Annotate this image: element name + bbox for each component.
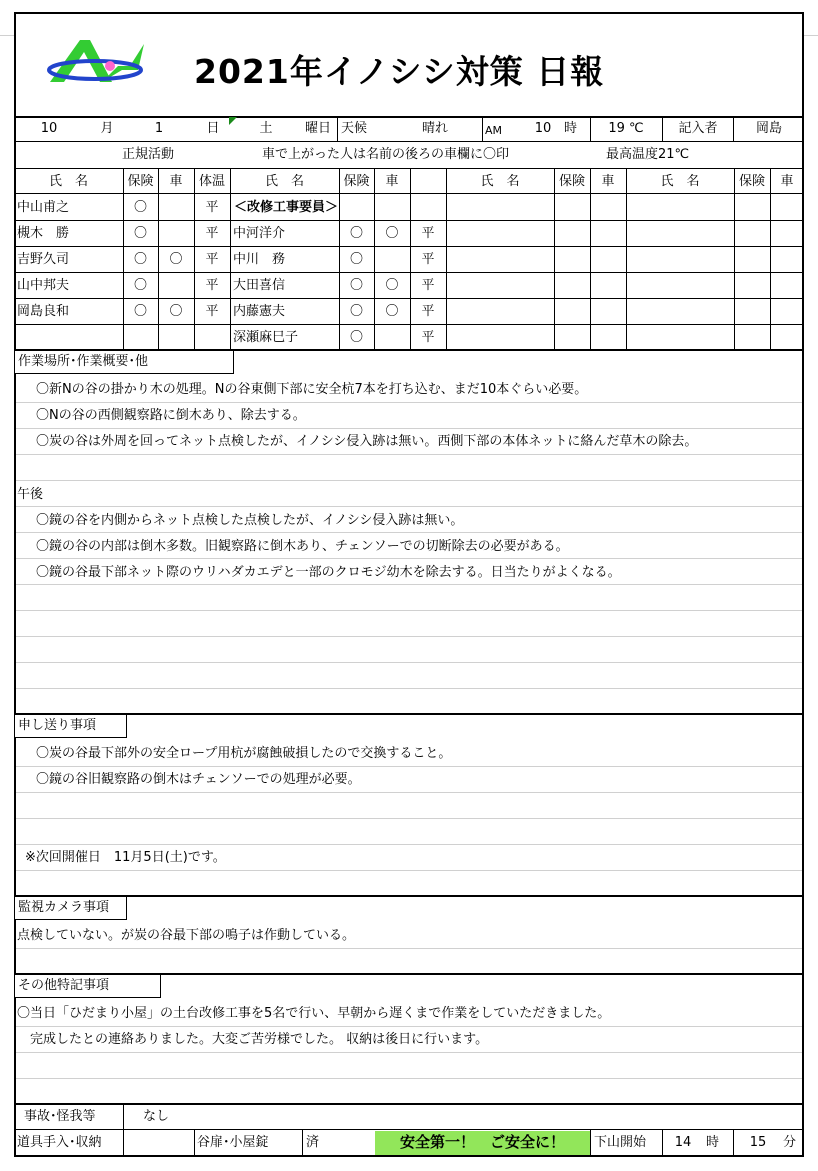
insurance-mark: 〇	[133, 226, 147, 241]
header-car-1: 車	[169, 174, 183, 189]
header-name-3: 氏 名	[480, 174, 520, 189]
descent-minute-unit: 分	[783, 1135, 797, 1150]
participant-name: 吉野久司	[17, 252, 70, 267]
insurance-mark: 〇	[133, 252, 147, 267]
header-insurance-4: 保険	[738, 174, 765, 189]
logo-icon	[40, 36, 150, 96]
header-name-4: 氏 名	[660, 174, 700, 189]
temp-mark: 平	[421, 226, 435, 241]
car-note: 車で上がった人は名前の後ろの車欄に〇印	[262, 147, 510, 162]
insurance-mark: 〇	[133, 278, 147, 293]
month-value: 10	[40, 121, 58, 136]
temp-mark: 平	[421, 330, 435, 345]
handover-item: 〇炭の谷最下部外の安全ロープ用杭が腐蝕破損したので交換すること。	[36, 746, 452, 761]
camera-note: 点検していない。が炭の谷最下部の鳴子は作動している。	[17, 928, 356, 943]
gate-label: 谷扉･小屋錠	[197, 1135, 269, 1150]
work-item: 〇Nの谷の西側観察路に倒木あり、除去する。	[36, 408, 306, 423]
insurance-mark: 〇	[349, 252, 363, 267]
descent-minute: 15	[749, 1135, 767, 1150]
participant-name: 内藤憲夫	[233, 304, 286, 319]
work-section-label: 作業場所･作業概要･他	[15, 351, 234, 374]
gate-value: 済	[306, 1135, 320, 1150]
header-name-2: 氏 名	[264, 174, 304, 189]
work-item: 〇新Nの谷の掛かり木の処理。Nの谷東側下部に安全杭7本を打ち込む、まだ10本ぐらい必要。	[36, 382, 588, 397]
hour-unit: 時	[564, 121, 578, 136]
temp-mark: 平	[421, 304, 435, 319]
participant-name: 大田喜信	[233, 278, 286, 293]
month-unit: 月	[100, 121, 114, 136]
ampm-value: AM	[485, 124, 503, 137]
insurance-mark: 〇	[133, 200, 147, 215]
header-insurance-2: 保険	[343, 174, 370, 189]
temp-mark: 平	[205, 278, 219, 293]
participant-name: 中河洋介	[233, 226, 286, 241]
weather-value: 晴れ	[421, 121, 448, 136]
accident-label: 事故･怪我等	[24, 1109, 96, 1124]
temp-mark: 平	[205, 200, 219, 215]
day-unit: 日	[206, 121, 220, 136]
day-value: 1	[154, 121, 164, 136]
safety-slogan: 安全第一！ ご安全に！	[375, 1131, 590, 1155]
accident-value: なし	[143, 1109, 170, 1124]
insurance-mark: 〇	[133, 304, 147, 319]
temp-mark: 平	[205, 226, 219, 241]
temp-mark: 平	[421, 278, 435, 293]
other-section-label: その他特記事項	[15, 975, 161, 998]
insurance-mark: 〇	[349, 278, 363, 293]
page-title: 2021年イノシシ対策 日報	[194, 52, 605, 91]
car-mark: 〇	[169, 304, 183, 319]
car-mark: 〇	[385, 278, 399, 293]
afternoon-item: 〇鏡の谷の内部は倒木多数。旧観察路に倒木あり、チェンソーでの切断除去の必要がある。	[36, 539, 569, 554]
descent-hour-unit: 時	[706, 1135, 720, 1150]
afternoon-label: 午後	[17, 487, 44, 502]
insurance-mark: 〇	[349, 304, 363, 319]
header-car-2: 車	[385, 174, 399, 189]
work-item: 〇炭の谷は外周を回ってネット点検したが、イノシシ侵入跡は無い。西側下部の本体ネットに絡んだ草木の除去。	[36, 434, 698, 449]
insurance-mark: 〇	[349, 330, 363, 345]
participant-name: 岡島良和	[17, 304, 70, 319]
activity-type: 正規活動	[122, 147, 175, 162]
header-insurance-1: 保険	[127, 174, 154, 189]
participant-name: 中川 務	[233, 252, 286, 267]
weekday-unit: 曜日	[305, 121, 332, 136]
hour-value: 10	[534, 121, 552, 136]
temp-mark: 平	[421, 252, 435, 267]
other-item: 完成したとの連絡ありました。大変ご苦労様でした。 収納は後日に行います。	[17, 1032, 489, 1047]
afternoon-item: 〇鏡の谷を内側からネット点検した点検したが、イノシシ侵入跡は無い。	[36, 513, 464, 528]
handover-section-label: 申し送り事項	[15, 715, 127, 738]
recorder-label: 記入者	[678, 121, 718, 136]
header-car-3: 車	[601, 174, 615, 189]
header-car-4: 車	[780, 174, 794, 189]
participant-name: 山中邦夫	[17, 278, 70, 293]
cell-marker-icon	[229, 117, 237, 125]
temp-mark: 平	[205, 304, 219, 319]
car-mark: 〇	[385, 304, 399, 319]
header-insurance-3: 保険	[558, 174, 585, 189]
car-mark: 〇	[169, 252, 183, 267]
participant-name: 中山甫之	[17, 200, 70, 215]
tools-label: 道具手入･収納	[17, 1135, 102, 1150]
camera-section-label: 監視カメラ事項	[15, 897, 127, 920]
header-temp-1: 体温	[198, 174, 225, 189]
other-item: 〇当日「ひだまり小屋」の土台改修工事を5名で行い、早朝から遅くまで作業をしていただきました。	[17, 1006, 611, 1021]
descent-label: 下山開始	[594, 1135, 647, 1150]
next-meeting-note: ※次回開催日 11月5日(土)です。	[25, 850, 226, 865]
recorder-value: 岡島	[755, 121, 782, 136]
car-mark: 〇	[385, 226, 399, 241]
weekday-value: 土	[259, 121, 273, 136]
handover-item: 〇鏡の谷旧観察路の倒木はチェンソーでの処理が必要。	[36, 772, 361, 787]
max-temperature: 最高温度21℃	[606, 147, 690, 162]
participant-name: 槻木 勝	[17, 226, 70, 241]
repair-crew-heading: ＜改修工事要員＞	[234, 200, 339, 215]
header-name-1: 氏 名	[48, 174, 88, 189]
weather-label: 天候	[341, 121, 368, 136]
temp-mark: 平	[205, 252, 219, 267]
temperature-value: 19 ℃	[608, 121, 644, 136]
afternoon-item: 〇鏡の谷最下部ネット際のウリハダカエデと一部のクロモジ幼木を除去する。日当たりがよくなる。	[36, 565, 621, 580]
insurance-mark: 〇	[349, 226, 363, 241]
descent-hour: 14	[674, 1135, 692, 1150]
participant-name: 深瀬麻巳子	[233, 330, 299, 345]
